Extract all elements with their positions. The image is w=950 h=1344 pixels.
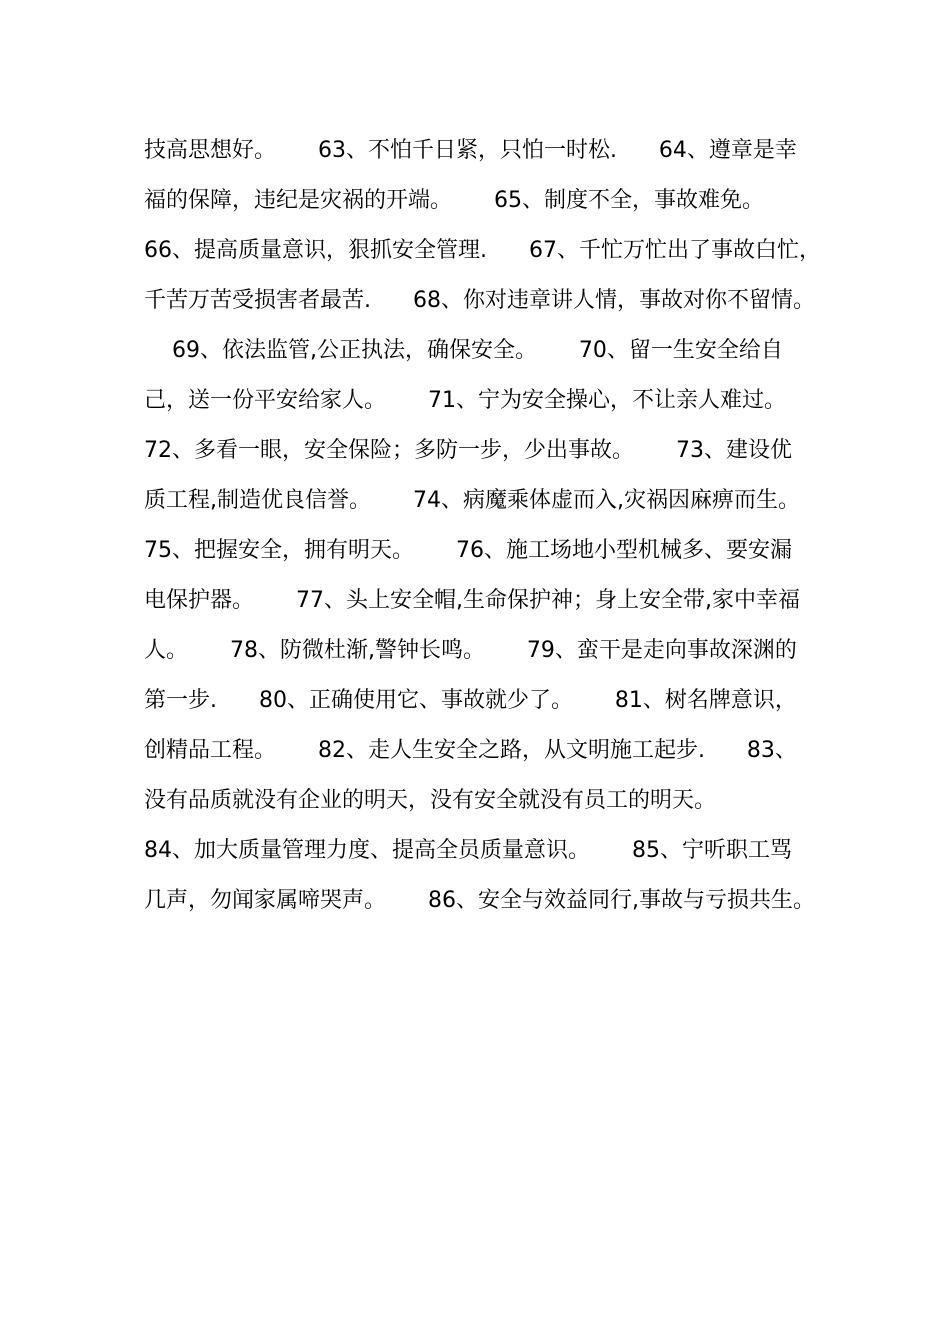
text-line: 千苦万苦受损害者最苦. 68、你对违章讲人情，事故对你不留情。 [144, 288, 815, 313]
text-line: 66、提高质量意识，狠抓安全管理. 67、千忙万忙出了事故白忙， [144, 238, 821, 263]
text-line: 质工程,制造优良信誉。 74、病魔乘体虚而入,灾祸因麻痹而生。 [144, 488, 800, 513]
text-line: 电保护器。 77、头上安全帽,生命保护神；身上安全带,家中幸福 [144, 588, 800, 613]
text-line: 72、多看一眼，安全保险；多防一步，少出事故。 73、建设优 [144, 438, 792, 463]
text-line: 技高思想好。 63、不怕千日紧，只怕一时松. 64、遵章是幸 [144, 138, 797, 163]
text-line: 第一步. 80、正确使用它、事故就少了。 81、树名牌意识， [144, 688, 797, 713]
text-line: 没有品质就没有企业的明天，没有安全就没有员工的明天。 [144, 788, 717, 813]
text-line: 84、加大质量管理力度、提高全员质量意识。 85、宁听职工骂 [144, 838, 792, 863]
text-line: 创精品工程。 82、走人生安全之路，从文明施工起步. 83、 [144, 738, 797, 763]
text-line: 己，送一份平安给家人。 71、宁为安全操心，不让亲人难过。 [144, 388, 786, 413]
text-line: 69、依法监管,公正执法，确保安全。 70、留一生安全给自 [144, 338, 783, 363]
body-text [144, 126, 834, 926]
text-line: 75、把握安全，拥有明天。 76、施工场地小型机械多、要安漏 [144, 538, 792, 563]
text-line: 几声，勿闻家属啼哭声。 86、安全与效益同行,事故与亏损共生。 [144, 888, 815, 913]
text-line: 人。 78、防微杜渐,警钟长鸣。 79、蛮干是走向事故深渊的 [144, 638, 797, 663]
text-line: 福的保障，违纪是灾祸的开端。 65、制度不全，事故难免。 [144, 188, 764, 213]
